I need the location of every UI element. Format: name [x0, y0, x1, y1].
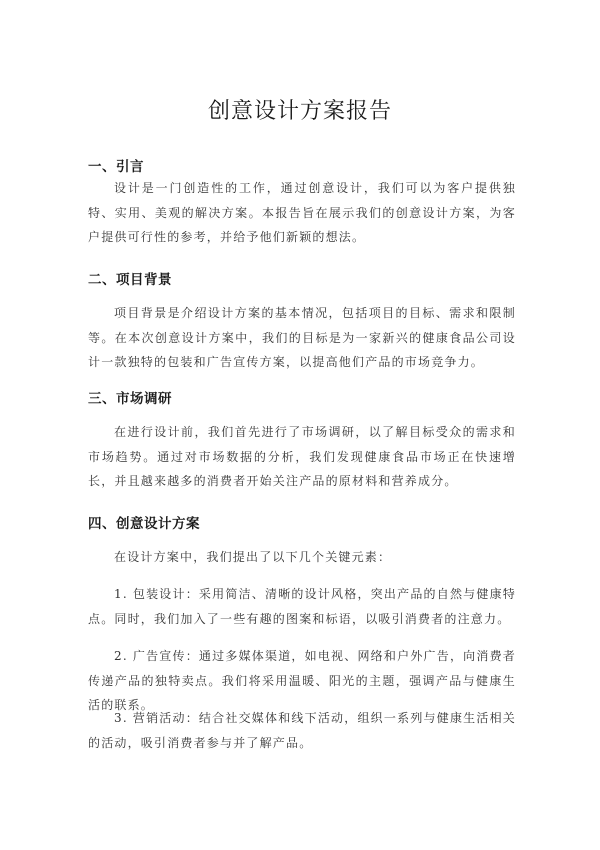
section-heading-market-research: 三、市场调研: [88, 391, 172, 407]
document-title: 创意设计方案报告: [207, 99, 392, 124]
section-heading-introduction: 一、引言: [88, 159, 144, 175]
section-heading-design-plan: 四、创意设计方案: [88, 516, 200, 532]
paragraph-market-research: 在进行设计前，我们首先进行了市场调研，以了解目标受众的需求和市场趋势。通过对市场数据的分析，我们发现健康食品市场正在快速增长，并且越来越多的消费者开始关注产品的原材料和营养成分。: [88, 425, 516, 488]
list-item-packaging-design: 1. 包装设计：采用简洁、清晰的设计风格，突出产品的自然与健康特点。同时，我们加入了一些有趣的图案和标语，以吸引消费者的注意力。: [88, 587, 516, 626]
list-item-advertising: 2. 广告宣传：通过多媒体渠道，如电视、网络和户外广告，向消费者传递产品的独特卖点。我们将采用温暖、阳光的主题，强调产品与健康生活的联系。: [88, 649, 516, 712]
list-item-marketing-activities: 3. 营销活动：结合社交媒体和线下活动，组织一系列与健康生活相关的活动，吸引消费者参与并了解产品。: [88, 711, 516, 750]
paragraph-introduction: 设计是一门创造性的工作，通过创意设计，我们可以为客户提供独特、实用、美观的解决方案。本报告旨在展示我们的创意设计方案，为客户提供可行性的参考，并给予他们新颖的想法。: [88, 181, 516, 244]
section-heading-background: 二、项目背景: [88, 272, 172, 288]
paragraph-design-intro: 在设计方案中，我们提出了以下几个关键元素：: [114, 550, 392, 564]
paragraph-background: 项目背景是介绍设计方案的基本情况，包括项目的目标、需求和限制等。在本次创意设计方案中，我们的目标是为一家新兴的健康食品公司设计一款独特的包装和广告宣传方案，以提高他们产品的市场竞争力。: [88, 306, 516, 369]
